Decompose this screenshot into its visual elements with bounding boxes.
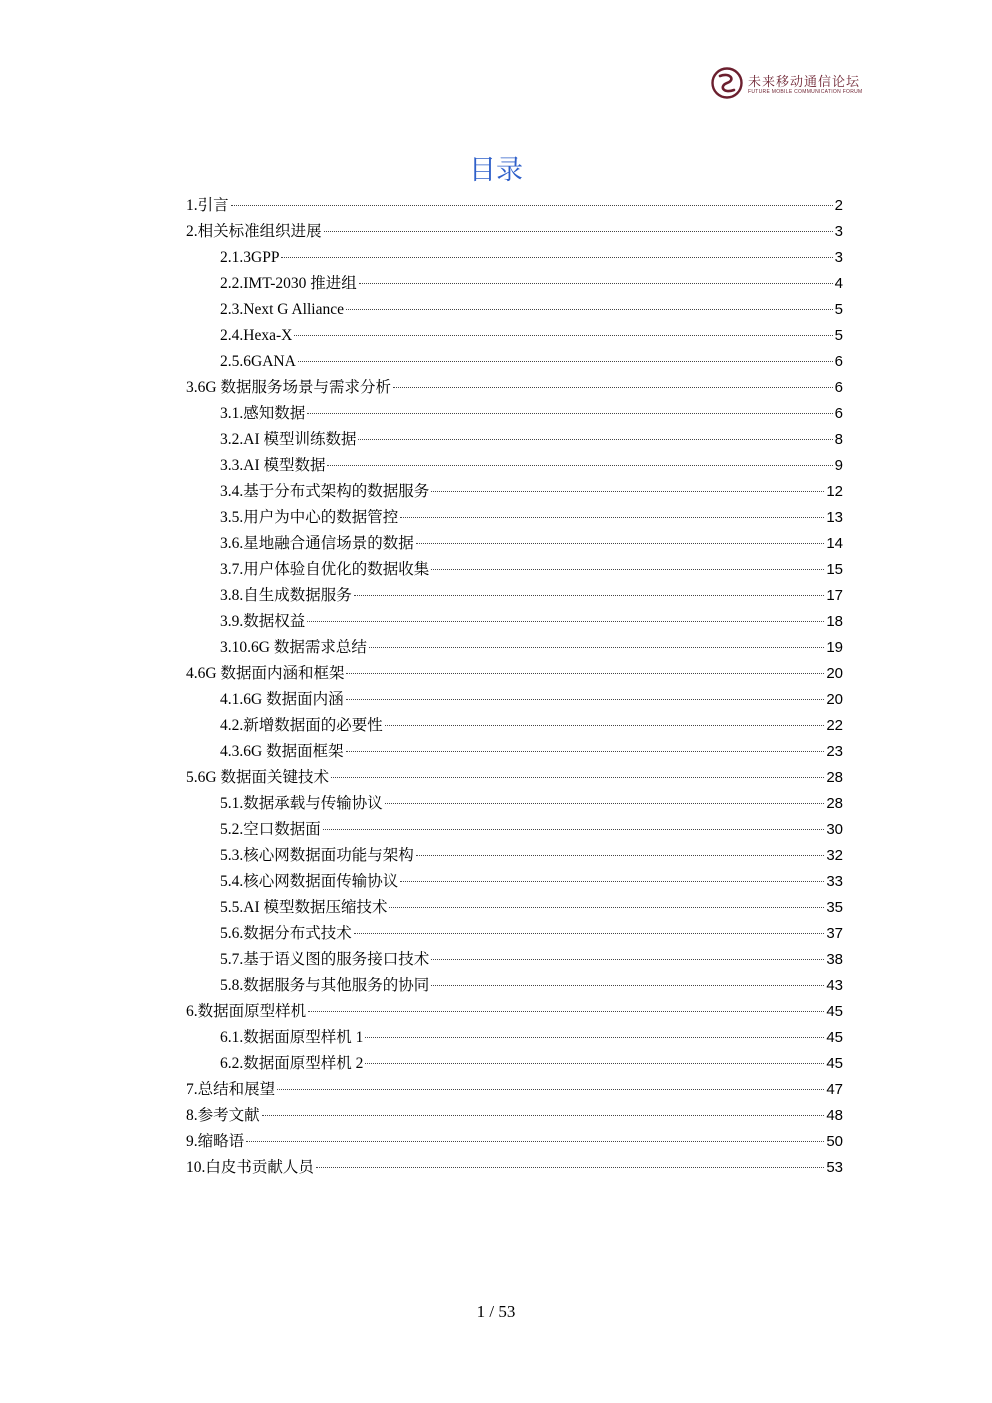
toc-entry[interactable] <box>186 297 843 323</box>
toc-entry-page: 33 <box>826 873 843 890</box>
toc-entry[interactable] <box>186 323 843 349</box>
toc-dot-leader <box>416 855 825 856</box>
toc-entry-label: 2.4.Hexa-X <box>220 327 293 344</box>
toc-entry-page: 8 <box>834 431 843 448</box>
toc-entry-page: 6 <box>834 405 843 422</box>
toc-entry-label: 5.1.数据承载与传输协议 <box>220 795 383 812</box>
toc-entry[interactable] <box>186 219 843 245</box>
toc-entry-page: 32 <box>826 847 843 864</box>
toc-entry[interactable] <box>186 505 843 531</box>
toc-entry[interactable] <box>186 193 843 219</box>
toc-entry[interactable] <box>186 843 843 869</box>
toc-entry[interactable] <box>186 531 843 557</box>
toc-dot-leader <box>307 621 824 622</box>
toc-entry[interactable] <box>186 453 843 479</box>
toc-entry[interactable] <box>186 687 843 713</box>
toc-entry-label: 4.1.6G 数据面内涵 <box>220 691 344 708</box>
toc-dot-leader <box>359 283 833 284</box>
toc-dot-leader <box>365 1063 824 1064</box>
toc-entry-page: 43 <box>826 977 843 994</box>
toc-entry[interactable] <box>186 817 843 843</box>
toc-entry-label: 5.5.AI 模型数据压缩技术 <box>220 899 388 916</box>
page-number: 1 / 53 <box>476 1302 516 1321</box>
toc-entry-page: 4 <box>834 275 843 292</box>
toc-entry[interactable] <box>186 791 843 817</box>
toc-entry-page: 5 <box>834 327 843 344</box>
toc-entry-label: 2.1.3GPP <box>220 249 280 266</box>
toc-dot-leader <box>246 1141 824 1142</box>
toc-entry-label: 2.3.Next G Alliance <box>220 301 344 318</box>
toc-dot-leader <box>346 751 825 752</box>
toc-dot-leader <box>262 1115 825 1116</box>
toc-entry-label: 6.1.数据面原型样机 1 <box>220 1029 364 1046</box>
toc-entry-page: 45 <box>826 1003 843 1020</box>
toc-entry-page: 38 <box>826 951 843 968</box>
toc-dot-leader <box>281 257 832 258</box>
toc-entry[interactable] <box>186 713 843 739</box>
toc-entry-page: 45 <box>826 1055 843 1072</box>
toc-entry-page: 18 <box>826 613 843 630</box>
toc-entry[interactable] <box>186 973 843 999</box>
toc-entry-page: 53 <box>826 1159 843 1176</box>
toc-entry-page: 28 <box>826 795 843 812</box>
toc-entry-page: 28 <box>826 769 843 786</box>
toc-dot-leader <box>316 1167 824 1168</box>
toc-entry-page: 2 <box>834 197 843 214</box>
toc-entry[interactable] <box>186 921 843 947</box>
toc-entry-page: 3 <box>834 223 843 240</box>
toc-title: 目录 <box>469 155 523 186</box>
toc-entry-label: 3.4.基于分布式架构的数据服务 <box>220 483 430 500</box>
toc-entry-page: 22 <box>826 717 843 734</box>
toc-dot-leader <box>369 647 824 648</box>
toc-entry-label: 8.参考文献 <box>186 1107 260 1124</box>
toc-entry[interactable] <box>186 1051 843 1077</box>
toc-entry-page: 19 <box>826 639 843 656</box>
toc-entry[interactable] <box>186 401 843 427</box>
toc-entry-label: 4.6G 数据面内涵和框架 <box>186 665 345 682</box>
org-name: 未来移动通信论坛 <box>748 75 861 90</box>
toc-entry[interactable] <box>186 583 843 609</box>
toc-entry[interactable] <box>186 1025 843 1051</box>
toc-dot-leader <box>385 803 825 804</box>
toc-dot-leader <box>431 959 824 960</box>
toc-dot-leader <box>400 881 824 882</box>
toc-dot-leader <box>389 907 824 908</box>
toc-entry[interactable] <box>186 739 843 765</box>
toc-entry-label: 2.相关标准组织进展 <box>186 223 322 240</box>
toc-entry[interactable] <box>186 557 843 583</box>
toc-entry-page: 14 <box>826 535 843 552</box>
toc-entry[interactable] <box>186 609 843 635</box>
toc-entry-page: 50 <box>826 1133 843 1150</box>
org-subtitle: FUTURE MOBILE COMMUNICATION FORUM <box>748 89 863 95</box>
forum-logo-icon <box>710 66 744 100</box>
toc-dot-leader <box>346 699 825 700</box>
toc-entry-page: 3 <box>834 249 843 266</box>
toc-dot-leader <box>393 387 833 388</box>
toc-entry-label: 5.3.核心网数据面功能与架构 <box>220 847 414 864</box>
toc-entry[interactable] <box>186 427 843 453</box>
toc-entry-label: 5.6G 数据面关键技术 <box>186 769 329 786</box>
toc-dot-leader <box>431 569 824 570</box>
toc-entry-page: 9 <box>834 457 843 474</box>
toc-entry[interactable] <box>186 375 843 401</box>
toc-entry[interactable] <box>186 765 843 791</box>
toc-dot-leader <box>431 491 824 492</box>
toc-dot-leader <box>416 543 825 544</box>
toc-dot-leader <box>231 205 833 206</box>
toc-entry[interactable] <box>186 1155 843 1181</box>
toc-entry[interactable] <box>186 999 843 1025</box>
toc-entry[interactable] <box>186 947 843 973</box>
toc-dot-leader <box>324 231 833 232</box>
toc-entry-page: 20 <box>826 691 843 708</box>
toc-entry-label: 3.10.6G 数据需求总结 <box>220 639 367 656</box>
toc-entry-label: 3.7.用户体验自优化的数据收集 <box>220 561 430 578</box>
toc-dot-leader <box>354 933 825 934</box>
toc-entry-page: 6 <box>834 379 843 396</box>
toc-entry-page: 5 <box>834 301 843 318</box>
toc-entry-label: 3.6.星地融合通信场景的数据 <box>220 535 414 552</box>
toc-entry[interactable] <box>186 1129 843 1155</box>
toc-dot-leader <box>346 309 833 310</box>
toc-entry-page: 23 <box>826 743 843 760</box>
toc-dot-leader <box>294 335 832 336</box>
toc-entry-page: 13 <box>826 509 843 526</box>
toc-entry-label: 2.2.IMT-2030 推进组 <box>220 275 357 292</box>
toc-entry[interactable] <box>186 661 843 687</box>
toc-entry-page: 15 <box>826 561 843 578</box>
toc-entry[interactable] <box>186 895 843 921</box>
toc-dot-leader <box>365 1037 824 1038</box>
toc-entry-label: 4.3.6G 数据面框架 <box>220 743 344 760</box>
toc-entry-label: 2.5.6GANA <box>220 353 296 370</box>
toc-dot-leader <box>354 595 825 596</box>
toc-entry-label: 3.9.数据权益 <box>220 613 306 630</box>
toc-entry-label: 6.数据面原型样机 <box>186 1003 307 1020</box>
toc-entry-page: 17 <box>826 587 843 604</box>
toc-entry-label: 3.8.自生成数据服务 <box>220 587 352 604</box>
toc-entry-label: 5.2.空口数据面 <box>220 821 321 838</box>
table-of-contents <box>186 193 843 1181</box>
toc-dot-leader <box>308 1011 824 1012</box>
toc-dot-leader <box>277 1089 824 1090</box>
toc-entry-page: 47 <box>826 1081 843 1098</box>
toc-entry-page: 20 <box>826 665 843 682</box>
toc-entry-label: 1.引言 <box>186 197 229 214</box>
toc-dot-leader <box>331 777 824 778</box>
toc-entry-page: 30 <box>826 821 843 838</box>
toc-entry-label: 5.7.基于语义图的服务接口技术 <box>220 951 430 968</box>
toc-entry-label: 5.8.数据服务与其他服务的协同 <box>220 977 430 994</box>
toc-dot-leader <box>327 465 832 466</box>
toc-entry-label: 6.2.数据面原型样机 2 <box>220 1055 364 1072</box>
toc-dot-leader <box>385 725 825 726</box>
toc-entry[interactable] <box>186 1103 843 1129</box>
toc-entry-label: 7.总结和展望 <box>186 1081 276 1098</box>
toc-entry-page: 37 <box>826 925 843 942</box>
toc-entry-label: 4.2.新增数据面的必要性 <box>220 717 383 734</box>
toc-entry-page: 48 <box>826 1107 843 1124</box>
toc-entry-label: 3.3.AI 模型数据 <box>220 457 326 474</box>
toc-dot-leader <box>431 985 824 986</box>
toc-entry-label: 5.6.数据分布式技术 <box>220 925 352 942</box>
toc-dot-leader <box>358 439 832 440</box>
toc-entry[interactable] <box>186 245 843 271</box>
toc-entry-label: 5.4.核心网数据面传输协议 <box>220 873 399 890</box>
toc-dot-leader <box>323 829 825 830</box>
toc-dot-leader <box>298 361 833 362</box>
toc-entry-page: 6 <box>834 353 843 370</box>
toc-entry-label: 3.1.感知数据 <box>220 405 306 422</box>
toc-entry[interactable] <box>186 869 843 895</box>
toc-entry-label: 3.6G 数据服务场景与需求分析 <box>186 379 391 396</box>
toc-entry[interactable] <box>186 479 843 505</box>
header-logo <box>710 66 880 102</box>
toc-entry-page: 45 <box>826 1029 843 1046</box>
toc-dot-leader <box>307 413 832 414</box>
toc-entry-label: 9.缩略语 <box>186 1133 245 1150</box>
toc-entry-page: 35 <box>826 899 843 916</box>
toc-entry[interactable] <box>186 271 843 297</box>
toc-entry-label: 3.2.AI 模型训练数据 <box>220 431 357 448</box>
toc-entry[interactable] <box>186 349 843 375</box>
toc-entry[interactable] <box>186 635 843 661</box>
toc-entry[interactable] <box>186 1077 843 1103</box>
toc-dot-leader <box>400 517 824 518</box>
toc-entry-page: 12 <box>826 483 843 500</box>
toc-entry-label: 3.5.用户为中心的数据管控 <box>220 509 399 526</box>
toc-dot-leader <box>346 673 824 674</box>
toc-entry-label: 10.白皮书贡献人员 <box>186 1159 314 1176</box>
